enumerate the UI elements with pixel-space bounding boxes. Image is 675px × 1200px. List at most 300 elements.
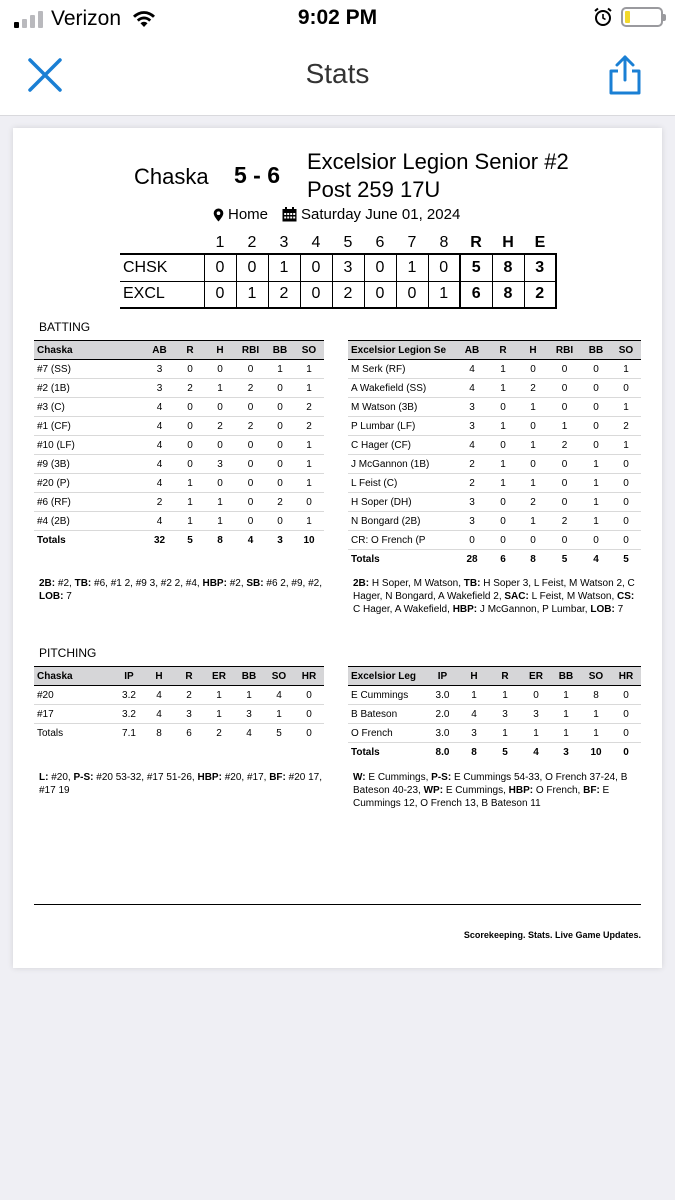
stat-cell: 1 (205, 493, 235, 512)
total-cell: 8 (205, 531, 235, 550)
column-header: H (205, 341, 235, 360)
batting-notes-home (39, 577, 329, 603)
table-row (348, 686, 641, 705)
batting-section-title: BATTING (39, 320, 91, 334)
stat-cell: 0 (266, 474, 294, 493)
stat-cell: 2 (294, 398, 324, 417)
stat-cell: 0 (266, 512, 294, 531)
pitching-table-home (34, 666, 324, 743)
stat-cell: 2 (548, 436, 581, 455)
stat-cell: 8 (581, 686, 611, 705)
stat-cell: 0 (488, 493, 518, 512)
stat-cell: 2 (266, 493, 294, 512)
stat-cell: 2 (235, 379, 266, 398)
total-errors: 2 (524, 281, 556, 308)
total-cell: 8 (144, 724, 174, 743)
stat-cell: 2 (144, 493, 175, 512)
stat-cell: 1 (175, 512, 205, 531)
errors-header: E (534, 233, 546, 251)
inning-header: 7 (407, 233, 417, 251)
stat-cell: 0 (235, 455, 266, 474)
stat-cell: 0 (294, 493, 324, 512)
player-name: #17 (34, 705, 114, 724)
table-row (34, 360, 324, 379)
stat-cell: 0 (611, 686, 641, 705)
total-cell: 32 (144, 531, 175, 550)
location-pin-icon (213, 208, 224, 222)
player-name: CR: O French (P (348, 531, 456, 550)
stat-cell: 3 (521, 705, 551, 724)
column-header: IP (426, 667, 459, 686)
final-score: 5 - 6 (234, 162, 281, 188)
note-text: #6 2, #9, #2, (263, 578, 323, 589)
player-name: M Serk (RF) (348, 360, 456, 379)
note-text: E Cummings, (443, 785, 509, 796)
hits-header: H (502, 233, 514, 251)
total-cell: 5 (611, 550, 641, 569)
player-name: #2 (1B) (34, 379, 144, 398)
stat-cell: 0 (266, 379, 294, 398)
note-label: BF: (583, 785, 600, 796)
pitching-table-away (348, 666, 641, 762)
player-name: #20 (34, 686, 114, 705)
stat-cell: 0 (611, 724, 641, 743)
calendar-icon (282, 207, 297, 222)
stat-cell: 1 (175, 474, 205, 493)
inning-runs: 2 (268, 281, 300, 308)
stat-cell: 1 (581, 493, 611, 512)
table-row (34, 474, 324, 493)
column-header: BB (551, 667, 581, 686)
player-name: O French (348, 724, 426, 743)
total-cell: 0 (294, 724, 324, 743)
table-row (348, 455, 641, 474)
total-cell: 2 (204, 724, 234, 743)
table-row (34, 417, 324, 436)
inning-runs: 0 (364, 254, 396, 281)
stat-cell: 1 (521, 724, 551, 743)
note-text: C Hager, A Wakefield, (353, 604, 453, 615)
inning-runs: 0 (236, 254, 268, 281)
note-text: #2, (55, 578, 75, 589)
totals-row (34, 531, 324, 550)
note-text: E Cummings, (365, 772, 432, 783)
player-name: #20 (P) (34, 474, 144, 493)
totals-row (34, 724, 324, 743)
stat-cell: 3 (456, 493, 488, 512)
table-row (348, 724, 641, 743)
inning-header: 1 (215, 233, 225, 251)
stat-cell: 0 (548, 531, 581, 550)
player-name: P Lumbar (LF) (348, 417, 456, 436)
inning-runs: 0 (428, 254, 460, 281)
stat-cell: 0 (294, 705, 324, 724)
total-cell: 8 (459, 743, 489, 762)
stat-cell: 4 (144, 436, 175, 455)
stat-cell: 1 (488, 360, 518, 379)
stat-cell: 0 (611, 455, 641, 474)
table-row (34, 436, 324, 455)
pitching-notes-home (39, 771, 329, 797)
stat-cell: 0 (581, 417, 611, 436)
table-row (34, 686, 324, 705)
stat-cell: 0 (235, 493, 266, 512)
stat-cell: 1 (611, 436, 641, 455)
inning-runs: 0 (204, 254, 236, 281)
stat-cell: 0 (175, 360, 205, 379)
note-label: P-S: (73, 772, 94, 783)
team-column-header: Chaska (34, 667, 114, 686)
stat-cell: 0 (548, 360, 581, 379)
stat-cell: 0 (611, 474, 641, 493)
player-name: L Feist (C) (348, 474, 456, 493)
total-cell: 4 (234, 724, 264, 743)
stat-cell: 1 (611, 398, 641, 417)
note-label: TB: (463, 578, 481, 589)
clock: 9:02 PM (297, 6, 378, 29)
stat-cell: 1 (264, 705, 294, 724)
column-header: ER (521, 667, 551, 686)
inning-runs: 0 (300, 281, 332, 308)
total-hits: 8 (492, 281, 524, 308)
player-name: #9 (3B) (34, 455, 144, 474)
stat-cell: 1 (205, 512, 235, 531)
column-header: R (489, 667, 521, 686)
stat-cell: 1 (294, 474, 324, 493)
stat-cell: 4 (456, 436, 488, 455)
stat-cell: 1 (204, 705, 234, 724)
team-column-header: Excelsior Legion Se (348, 341, 456, 360)
stat-cell: 0 (456, 531, 488, 550)
totals-row (348, 550, 641, 569)
battery-icon (621, 7, 663, 27)
table-row (348, 417, 641, 436)
note-label: WP: (423, 785, 444, 796)
inning-runs: 1 (428, 281, 460, 308)
stat-cell: 3.0 (426, 724, 459, 743)
stat-cell: 3 (234, 705, 264, 724)
batting-notes-away (353, 577, 638, 616)
note-text: L Feist, M Watson, (528, 591, 618, 602)
home-team-name: Chaska (134, 164, 209, 189)
stat-cell: 1 (294, 512, 324, 531)
total-cell: 4 (581, 550, 611, 569)
stat-cell: 1 (611, 360, 641, 379)
note-label: 2B: (39, 578, 56, 589)
stat-cell: 1 (548, 417, 581, 436)
player-name: #3 (C) (34, 398, 144, 417)
stat-cell: 4 (144, 512, 175, 531)
column-header: H (144, 667, 174, 686)
total-hits: 8 (492, 254, 524, 281)
totals-label: Totals (34, 724, 114, 743)
stat-cell: 1 (175, 493, 205, 512)
away-team-name: Excelsior Legion Senior #2 Post 259 17U (307, 149, 569, 202)
player-name: E Cummings (348, 686, 426, 705)
note-label: 2B: (353, 578, 370, 589)
column-header: BB (581, 341, 611, 360)
line-score-row (120, 254, 556, 281)
stat-cell: 0 (611, 705, 641, 724)
stat-cell: 0 (518, 417, 548, 436)
totals-label: Totals (34, 531, 144, 550)
stat-cell: 0 (294, 686, 324, 705)
box-score-document (13, 128, 662, 968)
note-label: HBP: (508, 785, 534, 796)
stat-cell: 0 (235, 512, 266, 531)
note-label: HBP: (197, 772, 222, 783)
stat-cell: 0 (581, 436, 611, 455)
note-text: E Cummings 12, O French 13, B Bateson 11 (353, 785, 610, 809)
note-text: E Cummings 54-33, O French 37-24, B Bateson 40-23, (353, 772, 628, 796)
stat-cell: 3 (459, 724, 489, 743)
stat-cell: 0 (266, 455, 294, 474)
stat-cell: 3.2 (114, 705, 144, 724)
total-runs: 6 (460, 281, 492, 308)
stat-cell: 0 (175, 455, 205, 474)
stat-cell: 1 (551, 686, 581, 705)
stat-cell: 0 (548, 398, 581, 417)
column-header: H (518, 341, 548, 360)
stat-cell: 4 (144, 474, 175, 493)
column-header: ER (204, 667, 234, 686)
stat-cell: 4 (144, 686, 174, 705)
stat-cell: 1 (518, 398, 548, 417)
stat-cell: 1 (234, 686, 264, 705)
player-name: M Watson (3B) (348, 398, 456, 417)
stat-cell: 0 (205, 398, 235, 417)
team-column-header: Excelsior Leg (348, 667, 426, 686)
inning-runs: 3 (332, 254, 364, 281)
alarm-icon (593, 7, 613, 27)
runs-header: R (470, 233, 482, 251)
inning-header: 8 (439, 233, 449, 251)
column-header: H (459, 667, 489, 686)
note-label: BF: (269, 772, 286, 783)
stat-cell: 1 (581, 724, 611, 743)
column-header: R (174, 667, 204, 686)
stat-cell: 1 (266, 360, 294, 379)
note-label: W: (353, 772, 366, 783)
column-header: AB (144, 341, 175, 360)
share-icon[interactable] (605, 54, 645, 96)
stat-cell: 0 (205, 474, 235, 493)
pitching-notes-away (353, 771, 641, 810)
total-cell: 8 (518, 550, 548, 569)
note-text: O French, (533, 785, 584, 796)
stat-cell: 0 (548, 493, 581, 512)
total-cell: 3 (266, 531, 294, 550)
table-row (348, 436, 641, 455)
table-row (34, 512, 324, 531)
column-header: SO (581, 667, 611, 686)
stat-cell: 0 (518, 531, 548, 550)
stat-cell: 0 (581, 398, 611, 417)
stat-cell: 0 (205, 360, 235, 379)
stat-cell: 2 (456, 474, 488, 493)
stat-cell: 0 (581, 360, 611, 379)
stat-cell: 1 (581, 512, 611, 531)
table-row (348, 493, 641, 512)
total-cell: 5 (264, 724, 294, 743)
stat-cell: 4 (264, 686, 294, 705)
column-header: BB (234, 667, 264, 686)
table-row (34, 455, 324, 474)
column-header: R (488, 341, 518, 360)
inning-runs: 1 (396, 254, 428, 281)
stat-cell: 0 (488, 398, 518, 417)
stat-cell: 0 (548, 379, 581, 398)
player-name: J McGannon (1B) (348, 455, 456, 474)
stat-cell: 0 (266, 417, 294, 436)
page-title: Stats (305, 58, 370, 89)
column-header: AB (456, 341, 488, 360)
stat-cell: 0 (611, 493, 641, 512)
stat-cell: 0 (266, 398, 294, 417)
note-text: #6, #1 2, #9 3, #2 2, #4, (91, 578, 203, 589)
note-text: #20 53-32, #17 51-26, (93, 772, 198, 783)
column-header: HR (294, 667, 324, 686)
note-text: H Soper 3, L Feist, M Watson 2, C Hager, N Bongard, A Wakefield 2, (353, 578, 635, 602)
total-cell: 10 (581, 743, 611, 762)
player-name: B Bateson (348, 705, 426, 724)
stat-cell: 0 (518, 360, 548, 379)
stat-cell: 0 (488, 436, 518, 455)
note-text: 7 (614, 604, 624, 615)
stat-cell: 0 (581, 531, 611, 550)
column-header: R (175, 341, 205, 360)
stat-cell: 2.0 (426, 705, 459, 724)
stat-cell: 1 (294, 436, 324, 455)
inning-runs: 2 (332, 281, 364, 308)
stat-cell: 2 (518, 379, 548, 398)
status-bar (0, 0, 675, 38)
stat-cell: 0 (548, 455, 581, 474)
table-row (348, 512, 641, 531)
inning-runs: 1 (268, 254, 300, 281)
stat-cell: 3 (144, 379, 175, 398)
stat-cell: 4 (459, 705, 489, 724)
note-text: J McGannon, P Lumbar, (477, 604, 591, 615)
pitching-section-title: PITCHING (39, 646, 97, 660)
player-name: #6 (RF) (34, 493, 144, 512)
stat-cell: 0 (235, 360, 266, 379)
total-cell: 28 (456, 550, 488, 569)
player-name: #1 (CF) (34, 417, 144, 436)
column-header: RBI (548, 341, 581, 360)
inning-header: 4 (311, 233, 321, 251)
total-cell: 5 (489, 743, 521, 762)
stat-cell: 0 (488, 512, 518, 531)
inning-header: 5 (343, 233, 353, 251)
navigation-bar (0, 38, 675, 116)
total-cell: 3 (551, 743, 581, 762)
table-row (348, 398, 641, 417)
stat-cell: 3 (456, 417, 488, 436)
column-header: RBI (235, 341, 266, 360)
stat-cell: 1 (488, 379, 518, 398)
line-score-team: CHSK (120, 254, 204, 281)
table-row (34, 398, 324, 417)
inning-runs: 0 (204, 281, 236, 308)
inning-header: 6 (375, 233, 385, 251)
total-cell: 7.1 (114, 724, 144, 743)
game-date: Saturday June 01, 2024 (301, 206, 461, 223)
stat-cell: 2 (175, 379, 205, 398)
stat-cell: 1 (518, 512, 548, 531)
player-name: C Hager (CF) (348, 436, 456, 455)
footer-tagline: Scorekeeping. Stats. Live Game Updates. (463, 930, 641, 940)
batting-table-home (34, 340, 324, 550)
note-text: #20, #17, (221, 772, 270, 783)
stat-cell: 1 (518, 436, 548, 455)
stat-cell: 1 (581, 455, 611, 474)
total-cell: 4 (521, 743, 551, 762)
total-cell: 10 (294, 531, 324, 550)
note-label: HBP: (452, 604, 478, 615)
stat-cell: 1 (205, 379, 235, 398)
note-label: SAC: (504, 591, 529, 602)
stat-cell: 2 (548, 512, 581, 531)
total-cell: 8.0 (426, 743, 459, 762)
stat-cell: 4 (456, 379, 488, 398)
column-header: HR (611, 667, 641, 686)
note-text: 7 (63, 591, 72, 602)
stat-cell: 2 (518, 493, 548, 512)
stat-cell: 0 (235, 436, 266, 455)
stat-cell: 4 (144, 417, 175, 436)
line-score-row (120, 281, 556, 308)
team-column-header: Chaska (34, 341, 144, 360)
totals-label: Totals (348, 743, 426, 762)
stat-cell: 1 (488, 474, 518, 493)
stat-cell: 1 (294, 455, 324, 474)
note-label: LOB: (39, 591, 64, 602)
stat-cell: 0 (175, 398, 205, 417)
stat-cell: 2 (174, 686, 204, 705)
stat-cell: 0 (175, 417, 205, 436)
column-header: BB (266, 341, 294, 360)
stat-cell: 1 (489, 724, 521, 743)
stat-cell: 2 (205, 417, 235, 436)
footer-divider (34, 904, 641, 905)
stat-cell: 2 (294, 417, 324, 436)
stat-cell: 0 (611, 531, 641, 550)
table-row (34, 379, 324, 398)
stat-cell: 4 (456, 360, 488, 379)
stat-cell: 3 (144, 360, 175, 379)
stat-cell: 0 (488, 531, 518, 550)
table-row (348, 531, 641, 550)
total-cell: 0 (611, 743, 641, 762)
total-errors: 3 (524, 254, 556, 281)
stat-cell: 3 (456, 512, 488, 531)
note-text: #20 17, #17 19 (39, 772, 323, 796)
note-label: CS: (617, 591, 635, 602)
stat-cell: 0 (235, 398, 266, 417)
note-label: P-S: (431, 772, 452, 783)
stat-cell: 0 (581, 379, 611, 398)
inning-runs: 0 (364, 281, 396, 308)
note-label: SB: (246, 578, 264, 589)
table-row (34, 705, 324, 724)
note-text: H Soper, M Watson, (369, 578, 464, 589)
game-meta (213, 206, 460, 223)
inning-runs: 0 (300, 254, 332, 281)
stat-cell: 3 (456, 398, 488, 417)
total-runs: 5 (460, 254, 492, 281)
inning-header: 3 (279, 233, 289, 251)
